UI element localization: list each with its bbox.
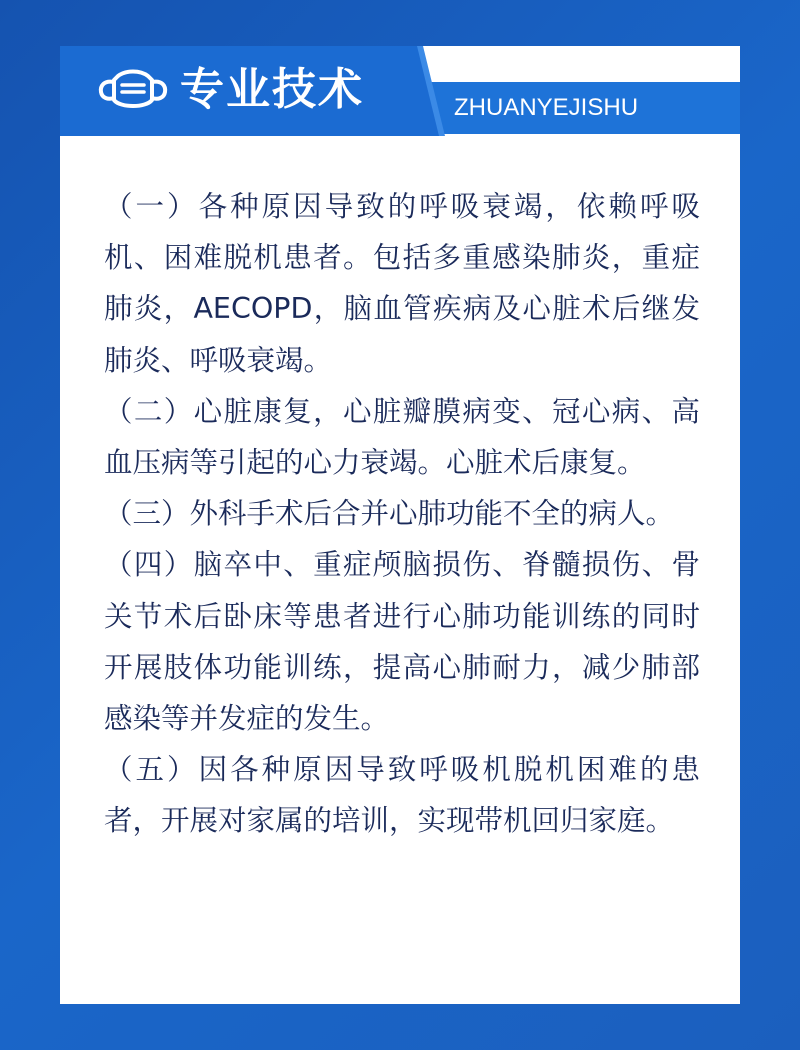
scope-item-2: （二）心脏康复，心脏瓣膜病变、冠心病、高血压病等引起的心力衰竭。心脏术后康复。 — [104, 394, 700, 480]
scope-list — [104, 181, 700, 847]
page-title: 专业技术 — [180, 64, 364, 115]
page-subtitle: ZHUANYEJISHU — [454, 94, 639, 121]
scope-item-4: （四）脑卒中、重症颅脑损伤、脊髓损伤、骨关节术后卧床等患者进行心肺功能训练的同时开展肢体功能训练，提高心肺耐力，减少肺部感染等并发症的发生。 — [104, 548, 700, 736]
face-mask-icon — [96, 68, 170, 112]
scope-item-1: （一）各种原因导致的呼吸衰竭，依赖呼吸机、困难脱机患者。包括多重感染肺炎，重症肺炎，AECOPD，脑血管疾病及心脏术后继发肺炎、呼吸衰竭。 — [104, 190, 700, 377]
header-bar — [60, 46, 740, 136]
scope-item-5: （五）因各种原因导致呼吸机脱机困难的患者，开展对家属的培训，实现带机回归家庭。 — [104, 753, 700, 838]
content-card — [60, 46, 740, 1004]
scope-item-3: （三）外科手术后合并心肺功能不全的病人。 — [104, 497, 675, 531]
